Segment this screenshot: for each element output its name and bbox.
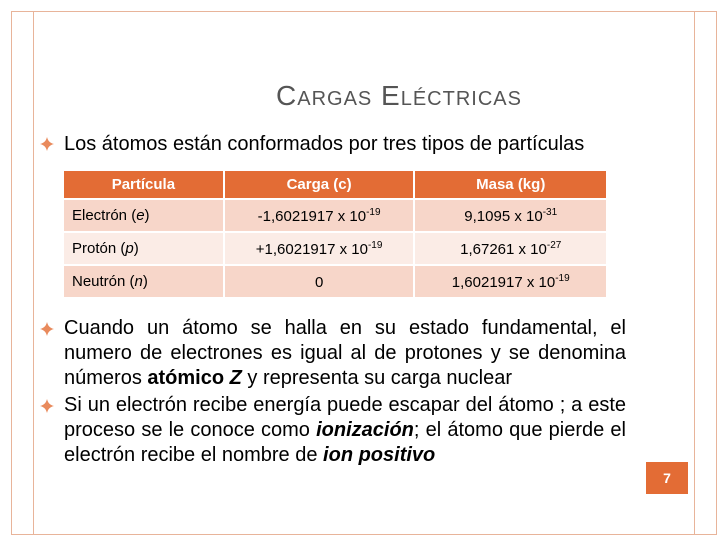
header-masa: Masa (kg) bbox=[414, 171, 606, 199]
bullet-3-text: Si un electrón recibe energía puede escapar del átomo ; a este proceso se le conoce como ionización; el átomo que pierde el electrón recibe el nombre de ion positivo bbox=[64, 394, 626, 466]
table-row bbox=[64, 232, 606, 265]
table-row bbox=[64, 199, 606, 232]
header-carga: Carga (c) bbox=[224, 171, 415, 199]
bullet-1-text: Los átomos están conformados por tres tipos de partículas bbox=[64, 133, 585, 155]
bullet-2-text: Cuando un átomo se halla en su estado fundamental, el numero de electrones es igual al de protones y se denomina números atómico Z y representa su carga nuclear bbox=[64, 317, 626, 389]
particle-charge: -1,6021917 x $10^{-19}$ bbox=[224, 199, 415, 232]
particle-mass: 1,6021917 x $10^{-19}$ bbox=[414, 265, 606, 297]
page-number: 7 bbox=[646, 462, 688, 494]
particle-mass: 1,67261 x $10^{-27}$ bbox=[414, 232, 606, 265]
particle-charge: +1,6021917 x $10^{-19}$ bbox=[224, 232, 415, 265]
particle-name: Electrón (e) bbox=[64, 199, 224, 232]
particle-name: Protón (p) bbox=[64, 232, 224, 265]
particles-table bbox=[64, 171, 606, 297]
slide-title: Cargas Eléctricas bbox=[276, 80, 522, 111]
particle-name: Neutrón (n) bbox=[64, 265, 224, 297]
table-row bbox=[64, 265, 606, 297]
particle-charge: 0 bbox=[224, 265, 415, 297]
bullet-icon bbox=[40, 322, 54, 336]
particle-mass: 9,1095 x $10^{-31}$ bbox=[414, 199, 606, 232]
header-particula: Partícula bbox=[64, 171, 224, 199]
bullet-icon bbox=[40, 399, 54, 413]
bullet-icon bbox=[40, 137, 54, 151]
